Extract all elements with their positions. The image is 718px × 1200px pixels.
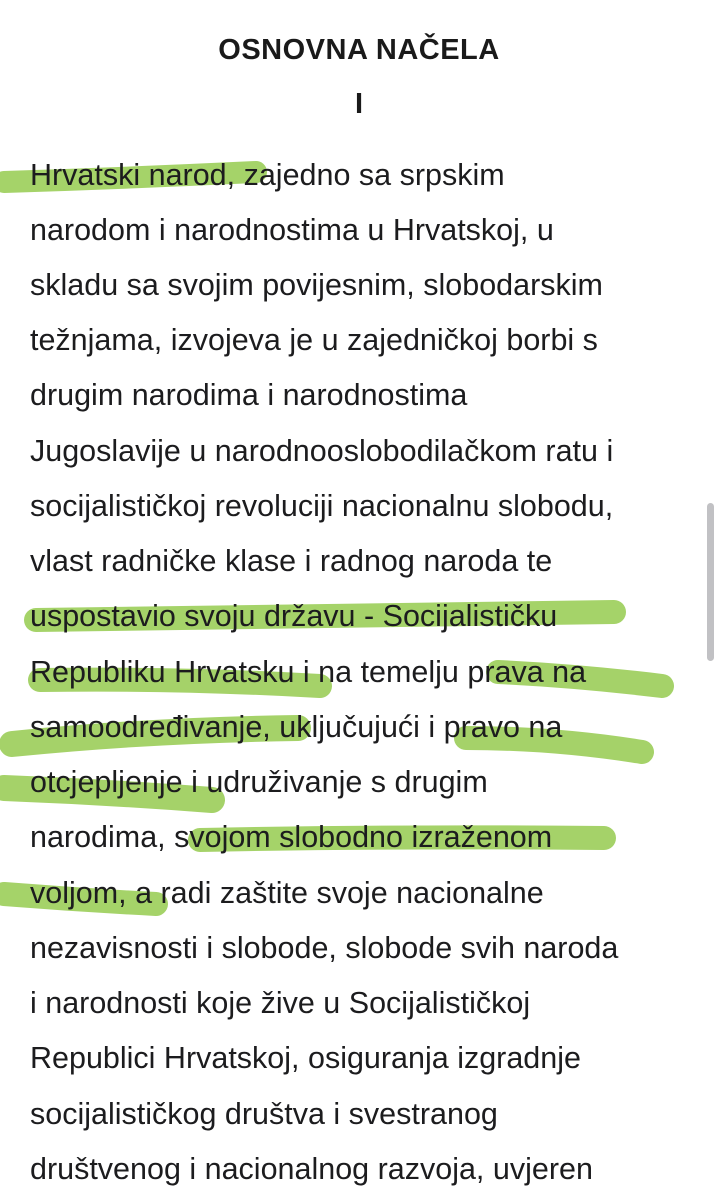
section-numeral: I [354,88,364,120]
text-line: samoodređivanje, uključujući i pravo na [30,710,563,744]
section-title: OSNOVNA NAČELA [218,34,500,66]
text-line: socijalističkoj revoluciji nacionalnu slobodu, [30,489,614,523]
text-line: skladu sa svojim povijesnim, slobodarskim [30,268,603,302]
text-line: uspostavio svoju državu - Socijalističku [30,599,558,633]
text-line: voljom, a radi zaštite svoje nacionalne [30,876,544,910]
text-line: nezavisnosti i slobode, slobode svih naroda [30,931,619,965]
text-line: socijalističkog društva i svestranog [30,1097,498,1131]
text-line: Republiku Hrvatsku i na temelju prava na [30,655,587,689]
text-line: i narodnosti koje žive u Socijalističkoj [30,986,531,1020]
text-line: Republici Hrvatskoj, osiguranja izgradnje [30,1041,581,1075]
text-line: otcjepljenje i udruživanje s drugim [30,765,488,799]
text-line: Hrvatski narod, zajedno sa srpskim [30,158,505,192]
text-line: težnjama, izvojeva je u zajedničkoj borbi s [30,323,598,357]
text-line: Jugoslavije u narodnooslobodilačkom ratu i [30,434,614,468]
text-line: drugim narodima i narodnostima [30,378,468,412]
text-line: vlast radničke klase i radnog naroda te [30,544,553,578]
text-line: društvenog i nacionalnog razvoja, uvjeren [30,1152,593,1186]
text-line: narodom i narodnostima u Hrvatskoj, u [30,213,554,247]
vertical-scrollbar[interactable] [707,503,714,661]
text-line: narodima, svojom slobodno izraženom [30,820,553,854]
